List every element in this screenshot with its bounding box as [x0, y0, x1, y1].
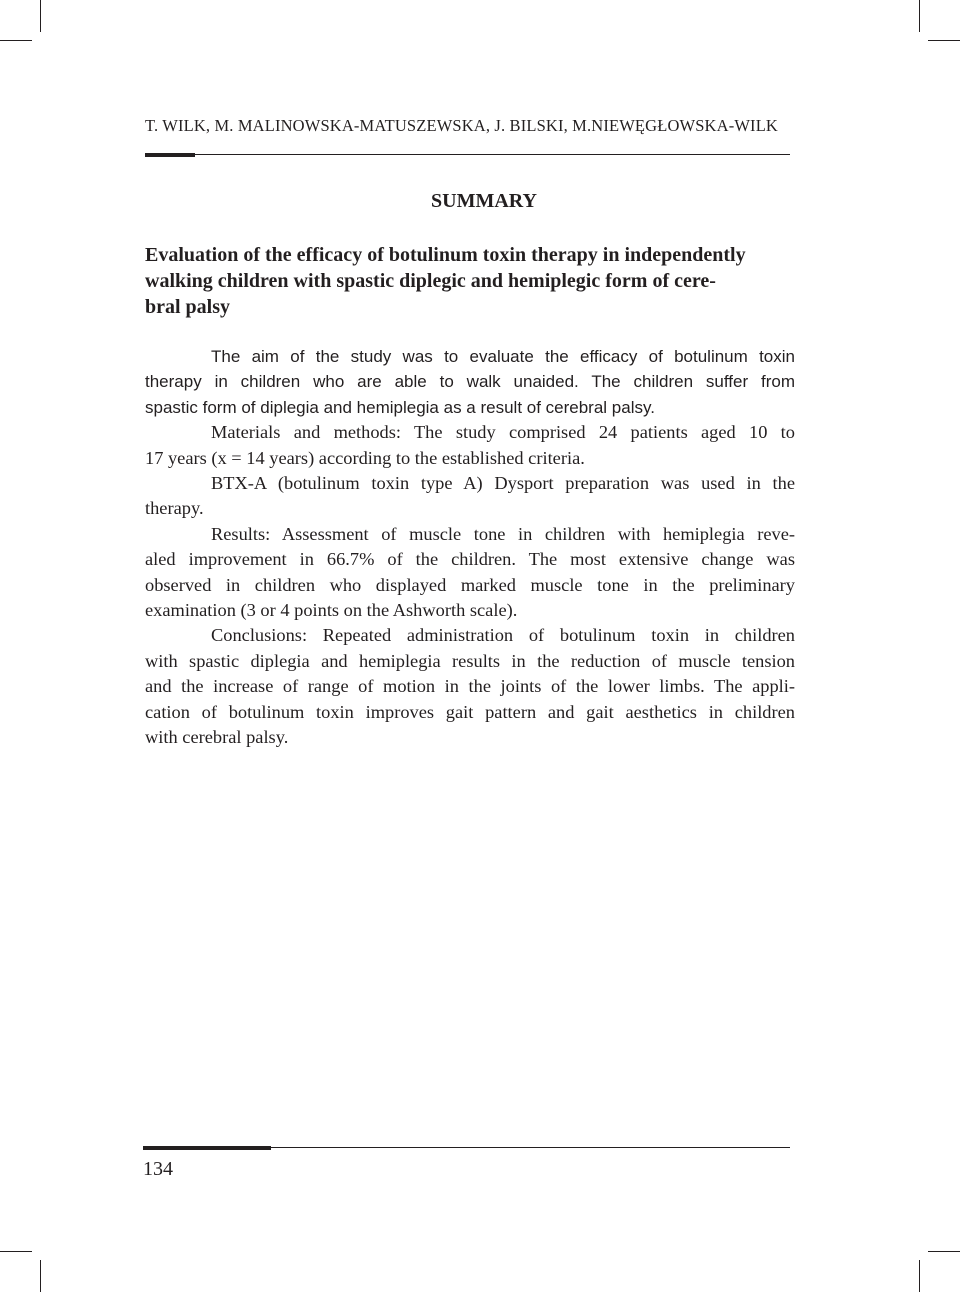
text-line: examination (3 or 4 points on the Ashworth scale).: [145, 600, 518, 621]
paragraph-conclusions: [145, 623, 795, 750]
article-title-line: Evaluation of the efficacy of botulinum toxin therapy in independently: [145, 244, 746, 266]
running-header-authors: T. WILK, M. MALINOWSKA-MATUSZEWSKA, J. BILSKI, M.NIEWĘGŁOWSKA-WILK: [145, 116, 779, 135]
text-line: The aim of the study was to evaluate the efficacy of botulinum toxin: [211, 347, 795, 366]
text-line: and the increase of range of motion in the joints of the lower limbs. The appli-: [145, 676, 795, 697]
text-line: cation of botulinum toxin improves gait pattern and gait aesthetics in children: [145, 701, 795, 722]
text-line: Results: Assessment of muscle tone in children with hemiplegia reve-: [211, 523, 795, 544]
crop-mark-top-right: [919, 0, 920, 32]
header-rule-accent: [145, 153, 195, 157]
text-line: with cerebral palsy.: [145, 727, 289, 748]
summary-heading: SUMMARY: [431, 190, 537, 212]
paragraph-btx: [145, 471, 795, 522]
text-line: therapy.: [145, 498, 204, 519]
crop-mark-bottom-right-h: [928, 1251, 960, 1252]
crop-mark-bottom-left: [40, 1260, 41, 1292]
footer-rule-accent: [143, 1146, 271, 1150]
text-line: 17 years (x = 14 years) according to the established criteria.: [145, 447, 585, 468]
crop-mark-top-left: [40, 0, 41, 32]
text-line: Conclusions: Repeated administration of botulinum toxin in children: [211, 625, 795, 646]
paragraph-materials: [145, 420, 795, 471]
article-title-line: walking children with spastic diplegic and hemiplegic form of cere-: [145, 270, 716, 292]
paragraph-aim: [145, 344, 795, 420]
paragraph-results: [145, 522, 795, 624]
article-title: [145, 242, 795, 320]
text-line: aled improvement in 66.7% of the children. The most extensive change was: [145, 549, 795, 570]
text-line: spastic form of diplegia and hemiplegia as a result of cerebral palsy.: [145, 397, 655, 417]
text-line: BTX-A (botulinum toxin type A) Dysport preparation was used in the: [211, 473, 795, 494]
text-line: with spastic diplegia and hemiplegia results in the reduction of muscle tension: [145, 650, 795, 671]
crop-mark-top-right-h: [928, 40, 960, 41]
header-rule: [145, 154, 790, 155]
crop-mark-bottom-left-h: [0, 1251, 32, 1252]
text-line: Materials and methods: The study comprised 24 patients aged 10 to: [211, 422, 795, 443]
page-number: 134: [143, 1158, 173, 1180]
abstract-body: [145, 344, 795, 751]
article-title-line: bral palsy: [145, 296, 231, 318]
crop-mark-top-left-h: [0, 40, 32, 41]
crop-mark-bottom-right: [919, 1260, 920, 1292]
text-line: therapy in children who are able to walk unaided. The children suffer from: [145, 372, 795, 392]
text-line: observed in children who displayed marked muscle tone in the preliminary: [145, 574, 795, 595]
